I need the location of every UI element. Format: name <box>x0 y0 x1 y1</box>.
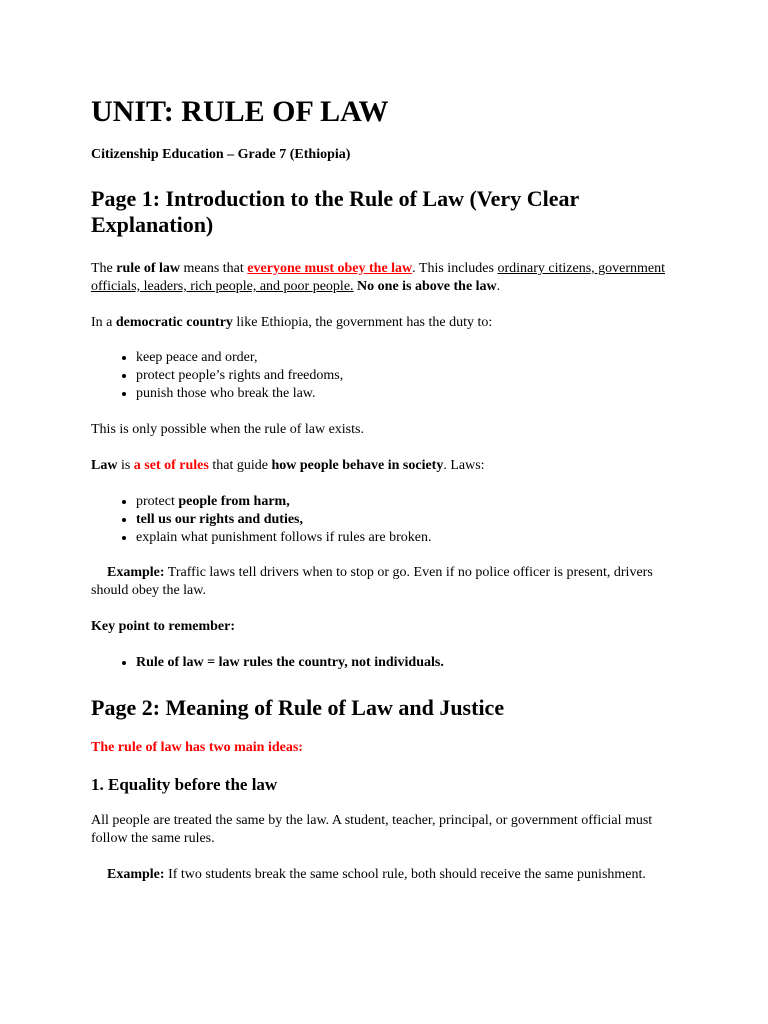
possible-paragraph: This is only possible when the rule of law exists. <box>91 422 364 437</box>
list-item: • tell us our rights and duties, <box>136 511 681 529</box>
page1-heading: Page 1: Introduction to the Rule of Law (Very Clear Explanation) <box>91 186 579 237</box>
equality-paragraph: All people are treated the same by the law. A student, teacher, principal, or government official must follow the same rules. <box>91 813 653 846</box>
equality-subheading: 1. Equality before the law <box>91 775 278 794</box>
traffic-example-paragraph: Example: Traffic laws tell drivers when to stop or go. Even if no police officer is present, drivers should obey the law. <box>91 565 653 598</box>
document-title: UNIT: RULE OF LAW <box>91 95 389 128</box>
key-point-label: Key point to remember: <box>91 619 235 634</box>
school-example-paragraph: Example: If two students break the same school rule, both should receive the same punishment. <box>107 867 646 882</box>
rule-of-law-intro: The rule of law means that everyone must obey the law. This includes ordinary citizens, government officials, leaders, rich people, and poor people. No one is above the law. <box>91 261 666 294</box>
highlight-set-of-rules: a set of rules <box>133 458 209 473</box>
list-item: • keep peace and order, <box>136 349 681 367</box>
list-item: • punish those who break the law. <box>136 385 681 403</box>
democratic-country-paragraph: In a democratic country like Ethiopia, the government has the duty to: <box>91 315 493 330</box>
document-subtitle: Citizenship Education – Grade 7 (Ethiopia) <box>91 147 351 162</box>
underlined-people-list: ordinary citizens, government officials, leaders, rich people, and poor people. <box>91 261 666 294</box>
list-item: • protect people’s rights and freedoms, <box>136 367 681 385</box>
list-item: • protect people from harm, <box>136 493 681 511</box>
key-point-list <box>91 654 681 672</box>
list-item: • explain what punishment follows if rules are broken. <box>136 529 681 547</box>
highlight-everyone-must-obey: everyone must obey the law <box>247 261 413 276</box>
main-ideas-heading: The rule of law has two main ideas: <box>91 740 303 755</box>
law-definition-paragraph: Law is a set of rules that guide how people behave in society. Laws: <box>91 458 485 473</box>
laws-purpose-list <box>91 493 681 547</box>
document-content <box>91 95 681 884</box>
list-item: • Rule of law = law rules the country, not individuals. <box>136 654 681 672</box>
government-duties-list <box>91 349 681 403</box>
page2-heading: Page 2: Meaning of Rule of Law and Justice <box>91 695 505 720</box>
